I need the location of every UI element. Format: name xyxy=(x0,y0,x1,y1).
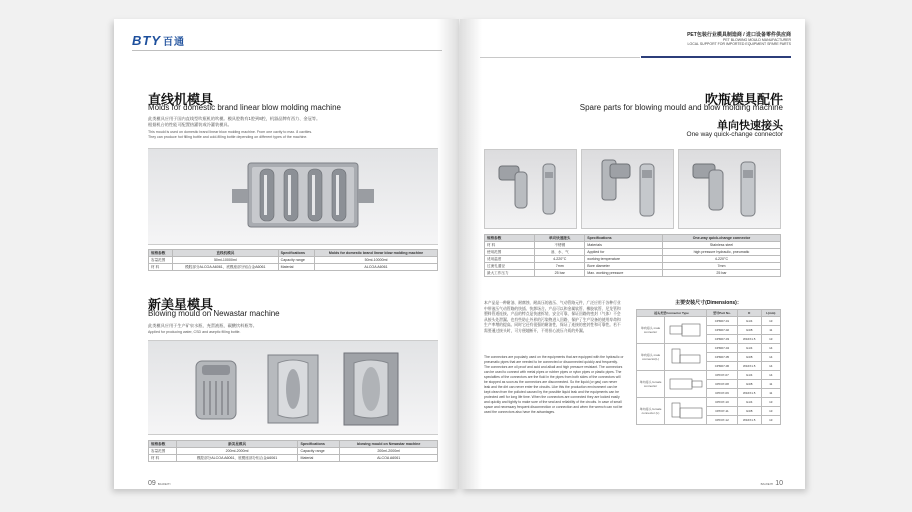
table-row: 单向接头 male connector CPM07-01 G1/4 13 xyxy=(637,317,781,326)
table-row: 材 料 模腔部分ALCOA A6061，底模座部分铝合金A6061 Material ALCOA A6061 xyxy=(149,264,438,271)
connector-photo-1 xyxy=(484,149,577,229)
linear-mold-photo xyxy=(148,148,438,245)
brand-logo: BTY 百通 xyxy=(132,33,185,48)
connector-drawing-icon xyxy=(668,319,704,341)
section1-desc-en-2: They can produce hot filling bottle and cold-filling bottle depending on different types of the machine. xyxy=(148,135,308,139)
right-title-en: Spare parts for blowing mould and blow molding machine xyxy=(579,103,783,112)
connector-drawing-icon xyxy=(668,373,704,395)
connector-description-cn: 本产品是一种耐油、耐腐蚀、耐高压的液压、气动管路元件，广泛应用于各种行业中带液压气动管路的快插、快卸场合。产品可以和金属软管、橡胶软管、尼龙管和塑料管道连接。产品的特点是快速拆装、安全可靠，保证回路的密封（气体）不会从接头处泄漏。也有些防止外界的污染物进入回路，保护了生产设备的使用寿命和生产率增的提高。同时它还有很强的耐油性，保证了连接的密封性和可靠性。若不需要通过接头时，可方便地断开，不用担心液压介质的外漏。 xyxy=(484,301,621,333)
table-row: 最大工作压力 25 bar Max. working pressure 25 bar xyxy=(485,270,781,277)
connector-illustration-2 xyxy=(582,150,675,230)
spine-shadow-left xyxy=(437,19,459,489)
table-row: 容量范围 200ml-2000ml Capacity range 200ml-2000ml xyxy=(149,448,438,455)
table-row: 适用温度 4-220°C working temperature 4-220°C xyxy=(485,256,781,263)
connector-photo-3 xyxy=(678,149,781,229)
section2-spec-table xyxy=(148,440,438,462)
table-row: CPM07-06 W16X1.5 14 xyxy=(637,362,781,371)
section1-title-en: Molds for domestic brand linear blow molding machine xyxy=(148,103,341,112)
left-page xyxy=(114,19,459,489)
right-page xyxy=(460,19,805,489)
page-number-right: BAIJIEITI 10 xyxy=(760,480,783,487)
right-title-cn: 吹瓶模具配件 xyxy=(704,92,783,107)
linear-mold-illustration xyxy=(148,149,438,246)
section2-desc-cn-1: 此类模具应用于生产矿泉水瓶、充蛋液瓶、碳酸饮料瓶等。 xyxy=(148,323,257,328)
table-row: CPF07-09 W16X1.5 11 xyxy=(637,389,781,398)
connector-illustration-3 xyxy=(679,150,782,230)
connector-drawing-icon xyxy=(668,346,704,368)
newastar-mold-illustration xyxy=(148,341,438,436)
header-rule-accent xyxy=(641,56,791,58)
table-row: CPM07-03 W16X1.5 13 xyxy=(637,335,781,344)
section1-spec-table xyxy=(148,249,438,271)
spine-shadow-right xyxy=(460,19,482,489)
drawing-cell xyxy=(665,344,707,371)
section2-title-cn: 新美星模具 xyxy=(148,297,214,312)
section1-title-cn: 直线机模具 xyxy=(148,92,214,107)
table-row: 容量范围 50ml-10000ml Capacity range 50ml-10000ml xyxy=(149,257,438,264)
newastar-mold-photo xyxy=(148,340,438,435)
section2-desc-en-1: Applied for producing water, CSD and aseptic filling bottle. xyxy=(148,330,241,334)
table-row: 材 料 模腔部分ALCOA A6061，底模座部分铝合金A6061 Material ALCOA A6061 xyxy=(149,455,438,462)
drawing-cell xyxy=(665,398,707,425)
table-row: 材 料 不锈钢 Materials Stainless steel xyxy=(485,242,781,249)
table-row: CPF07-08 G3/8 11 xyxy=(637,380,781,389)
table-header-row: 规格参数 单向快速接头 Specifications One-way quick-change connector xyxy=(485,235,781,242)
table-row: 单向接头 female connector (L) CPF07-10 G1/4 13 xyxy=(637,398,781,407)
table-row: 过流孔通径 7mm Bore diameter 7mm xyxy=(485,263,781,270)
table-header-row: 接头类型Connector Type 型号Part No. D L(mm) xyxy=(637,310,781,317)
section1-desc-en-1: This mould is used on domestic brand linear blow molding machine. From one cavity to max. 8 cavities. xyxy=(148,130,313,134)
table-row: CPM07-05 G3/8 14 xyxy=(637,353,781,362)
connector-illustration-1 xyxy=(485,150,578,230)
section2-title-en: Blowing mould on Newastar machine xyxy=(148,309,280,318)
table-row: 单向接头 female connector CPF07-07 G1/4 14 xyxy=(637,371,781,380)
right-subtitle-cn: 单向快速接头 xyxy=(717,120,783,132)
section1-desc-cn-1: 此类模具应用于国内直线型吹瓶机的吹模。模具腔数有1腔到8腔，机器品牌有西力、金冠等。 xyxy=(148,116,321,121)
connector-description-en: The connectors are popularly used on the equipments that are equipped with the hydraulic or pneumatic pipes that are needed to be connected or disconnected quickly and frequently. The connectors are oil proof and acid and alkali and high pressure resistant. The connectors can be used to connect with metal pipes or rubber pipes or nylon pipes or plastic pipes. The specialties of the connectors are the fluid in the pipes from both sides of the connectors will be stopped as soon as the connectors are disconnected. So the liquid (or gas) can never leak and the dirt can never enter the circuits. Like this the production environment can be kept clean from the polluted caused by the possible liquid leak and the equipments can be protected well for long life time. When the connectors are connected they are locked easily and quickly and tightly to make sure of the seal and reliability of the circuits. In case of small space and necessary frequent disconnection or connection and when the wrench can not be used the connectors also have the advantages. xyxy=(484,355,624,414)
drawing-cell xyxy=(665,317,707,344)
table-row: CPM07-02 G3/8 11 xyxy=(637,326,781,335)
table-row: 单向接头 male connector(L) CPM07-04 G1/4 14 xyxy=(637,344,781,353)
table-row: CPF07-11 G3/8 13 xyxy=(637,407,781,416)
page-number-left: 09 BAIJIEITI xyxy=(148,480,171,487)
drawing-cell xyxy=(665,371,707,398)
table-row: CPF07-12 W16X1.5 13 xyxy=(637,416,781,425)
table-header-row: 规格参数 新美星模具 Specifications blowing mould on Newastar machine xyxy=(149,441,438,448)
connector-photo-2 xyxy=(581,149,674,229)
header-rule xyxy=(132,50,442,51)
connector-spec-table xyxy=(484,234,781,277)
header-rule-thin xyxy=(480,57,640,58)
right-header: PET包装行业模具制造商 / 进口设备零件供应商 PET BLOWING MOULD MANUFACTURER LOCAL SUPPORT FOR IMPORTED EQUIPMENT SPARE PARTS xyxy=(687,32,791,46)
connector-drawing-icon xyxy=(668,400,704,422)
dimensions-title: 主要安装尺寸(Dimensions)： xyxy=(675,300,742,306)
table-header-row: 规格参数 直线机模具 Specifications Molds for domestic brand linear blow molding machine xyxy=(149,250,438,257)
section1-desc-cn-2: 根据机台的性能可配置热灌装或冷灌装模具。 xyxy=(148,122,232,127)
right-subtitle-en: One way quick-change connector xyxy=(686,131,783,138)
dimensions-table xyxy=(636,309,781,425)
table-row: 使用范围 油、水、气 Applied for high pressure hydraulic, pneumatic xyxy=(485,249,781,256)
